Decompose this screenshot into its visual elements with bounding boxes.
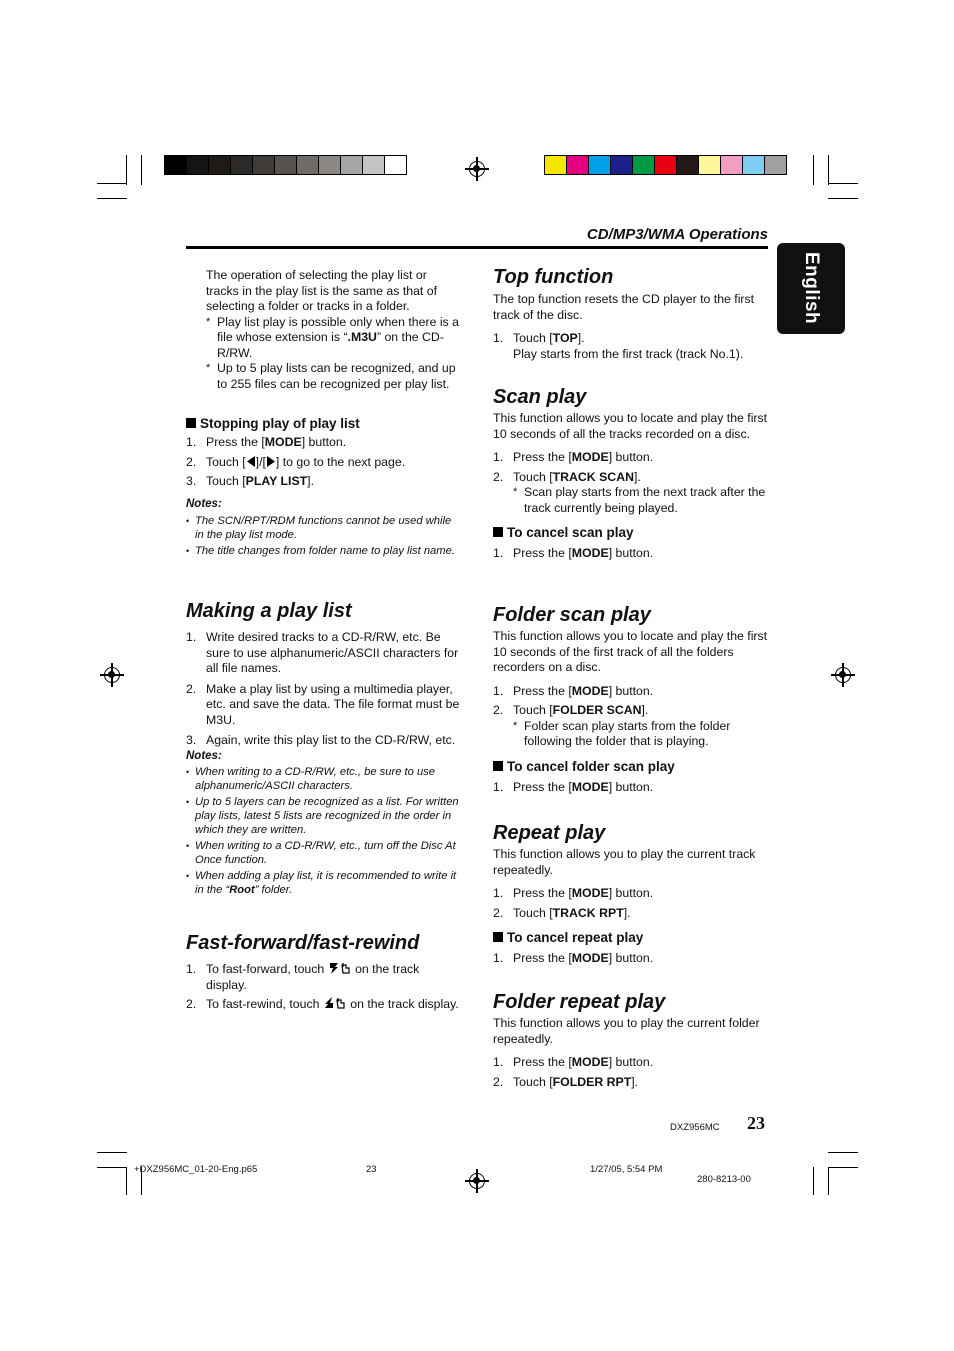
making-section xyxy=(186,599,464,897)
scan-desc: This function allows you to locate and play the first 10 seconds of all the tracks recorded on a disc. xyxy=(493,411,768,441)
folder-scan-title: Folder scan play xyxy=(493,604,651,626)
ffrew-section xyxy=(186,931,462,1013)
color-swatch xyxy=(588,155,611,175)
footer-datetime: 1/27/05, 5:54 PM xyxy=(590,1164,663,1175)
repeat-title: Repeat play xyxy=(493,822,606,844)
folder-repeat-section xyxy=(493,990,769,1090)
folder-scan-desc: This function allows you to locate and play the first 10 seconds of the first track of all the folders recorders on a disc. xyxy=(493,629,768,674)
color-swatch xyxy=(566,155,589,175)
gray-swatch xyxy=(296,155,319,175)
registration-mark-left xyxy=(104,667,120,683)
folder-repeat-steps xyxy=(493,1055,769,1090)
footer-file: +DXZ956MC_01-20-Eng.p65 xyxy=(134,1164,258,1175)
registration-mark-right xyxy=(835,667,851,683)
left-arrow-icon xyxy=(246,456,256,467)
scan-cancel-step-1: 1. Press the [MODE] button. xyxy=(493,546,654,560)
stopping-steps xyxy=(186,435,462,490)
making-step-1: 1. Write desired tracks to a CD-R/RW, etc. Be sure to use alphanumeric/ASCII characters for all file names. xyxy=(186,630,459,675)
color-swatch xyxy=(544,155,567,175)
stopping-title: Stopping play of play list xyxy=(186,415,462,432)
making-notes-title: Notes: xyxy=(186,749,222,762)
footer-file-page: 23 xyxy=(366,1164,377,1175)
footer-part-number: 280-8213-00 xyxy=(697,1174,751,1185)
intro-note-1: * Play list play is possible only when there is a file whose extension is “.M3U” on the CD-R/RW. xyxy=(206,315,462,362)
registration-mark-top xyxy=(469,161,485,177)
top-steps xyxy=(493,331,769,362)
stopping-note-2: • The title changes from folder name to play list name. xyxy=(186,544,462,558)
repeat-steps xyxy=(493,886,769,921)
stopping-step-2: 2. Touch [ ]/[ ] to go to the next page. xyxy=(186,454,406,469)
top-step-sub: Play starts from the first track (track No.1). xyxy=(513,346,744,361)
gray-swatch xyxy=(274,155,297,175)
repeat-desc: This function allows you to play the current track repeatedly. xyxy=(493,847,756,877)
making-note-1: • When writing to a CD-R/RW, etc., be sure to use alphanumeric/ASCII characters. xyxy=(186,765,464,793)
color-swatch xyxy=(720,155,743,175)
folder-repeat-step-1: 1. Press the [MODE] button. xyxy=(493,1055,654,1069)
stopping-notes-title: Notes: xyxy=(186,497,222,510)
folder-scan-cancel-steps xyxy=(493,780,769,796)
color-swatch xyxy=(654,155,677,175)
repeat-section xyxy=(493,821,769,967)
color-swatch xyxy=(764,155,787,175)
repeat-step-1: 1. Press the [MODE] button. xyxy=(493,886,654,900)
stopping-note-1: • The SCN/RPT/RDM functions cannot be used while in the play list mode. xyxy=(186,514,462,542)
ffrew-step-1: 1. To fast-forward, touch on the track display. xyxy=(186,962,420,992)
making-step-2: 2. Make a play list by using a multimedia player, etc. and save the data. The file format must be M3U. xyxy=(186,681,460,727)
folder-scan-step-2: 2. Touch [FOLDER SCAN]. * Folder scan play starts from the folder following the folder that is playing. xyxy=(493,703,769,750)
making-title: Making a play list xyxy=(186,600,352,622)
making-steps xyxy=(186,630,464,749)
language-tab xyxy=(777,243,845,334)
model-code: DXZ956MC xyxy=(670,1122,720,1133)
stopping-section xyxy=(186,415,462,558)
scan-step-1: 1. Press the [MODE] button. xyxy=(493,450,654,464)
scan-title: Scan play xyxy=(493,386,587,408)
ffrew-title: Fast-forward/fast-rewind xyxy=(186,932,420,954)
repeat-cancel-title: To cancel repeat play xyxy=(493,929,769,946)
scan-section xyxy=(493,385,769,562)
gray-swatch xyxy=(186,155,209,175)
gray-swatch xyxy=(384,155,407,175)
gray-swatch xyxy=(362,155,385,175)
folder-scan-note: * Folder scan play starts from the folder following the folder that is playing. xyxy=(513,719,769,750)
ffrew-steps xyxy=(186,962,462,1013)
folder-repeat-step-2: 2. Touch [FOLDER RPT]. xyxy=(493,1074,639,1089)
top-desc: The top function resets the CD player to the first track of the disc. xyxy=(493,292,755,322)
top-title: Top function xyxy=(493,266,614,288)
repeat-step-2: 2. Touch [TRACK RPT]. xyxy=(493,905,631,920)
gray-swatch xyxy=(318,155,341,175)
scan-cancel-title: To cancel scan play xyxy=(493,524,769,541)
folder-scan-section xyxy=(493,603,769,795)
top-section xyxy=(493,265,769,362)
color-swatch xyxy=(676,155,699,175)
top-step-1: 1. Touch [TOP]. Play starts from the first track (track No.1). xyxy=(493,331,744,361)
folder-scan-cancel-title: To cancel folder scan play xyxy=(493,758,769,775)
gray-swatch xyxy=(340,155,363,175)
making-note-4: • When adding a play list, it is recommended to write it in the “Root” folder. xyxy=(186,869,464,897)
fast-rewind-touch-icon xyxy=(323,997,347,1009)
registration-mark-bottom xyxy=(469,1173,485,1189)
gray-swatch xyxy=(252,155,275,175)
making-step-3: 3. Again, write this play list to the CD-R/RW, etc. xyxy=(186,733,456,747)
folder-repeat-desc: This function allows you to play the current folder repeatedly. xyxy=(493,1016,760,1046)
folder-scan-step-1: 1. Press the [MODE] button. xyxy=(493,683,654,698)
scan-steps xyxy=(493,450,769,516)
section-label: CD/MP3/WMA Operations xyxy=(586,226,768,243)
gray-swatch xyxy=(208,155,231,175)
color-swatch xyxy=(610,155,633,175)
scan-note: * Scan play starts from the next track after the track currently being played. xyxy=(513,485,769,516)
making-note-3: • When writing to a CD-R/RW, etc., turn off the Disc At Once function. xyxy=(186,839,464,867)
stopping-step-3: 3. Touch [PLAY LIST]. xyxy=(186,474,315,488)
intro-note-2: * Up to 5 play lists can be recognized, and up to 255 files can be recognized per play list. xyxy=(206,361,462,392)
intro-text: The operation of selecting the play list or tracks in the play list is the same as that of selecting a folder or tracks in a folder. xyxy=(206,268,438,313)
stopping-step-1: 1. Press the [MODE] button. xyxy=(186,435,347,449)
color-swatch xyxy=(742,155,765,175)
left-intro xyxy=(206,268,462,392)
right-arrow-icon xyxy=(266,456,276,467)
folder-scan-steps xyxy=(493,684,769,750)
color-swatch xyxy=(632,155,655,175)
folder-repeat-title: Folder repeat play xyxy=(493,991,666,1013)
gray-swatch xyxy=(164,155,187,175)
ffrew-step-2: 2. To fast-rewind, touch on the track display. xyxy=(186,997,459,1011)
scan-cancel-steps xyxy=(493,546,769,562)
scan-step-2: 2. Touch [TRACK SCAN]. * Scan play starts from the next track after the track currently being played. xyxy=(493,470,769,517)
page-number: 23 xyxy=(747,1113,765,1133)
header-rule xyxy=(186,246,768,249)
folder-scan-cancel-step-1: 1. Press the [MODE] button. xyxy=(493,779,654,794)
repeat-cancel-steps xyxy=(493,951,769,967)
fast-forward-touch-icon xyxy=(328,962,352,974)
color-swatch xyxy=(698,155,721,175)
making-note-2: • Up to 5 layers can be recognized as a list. For written play lists, latest 5 lists are recognized in the order in which they are written. xyxy=(186,795,464,837)
repeat-cancel-step-1: 1. Press the [MODE] button. xyxy=(493,951,654,965)
gray-swatch xyxy=(230,155,253,175)
language-tab-label: English xyxy=(801,252,822,325)
